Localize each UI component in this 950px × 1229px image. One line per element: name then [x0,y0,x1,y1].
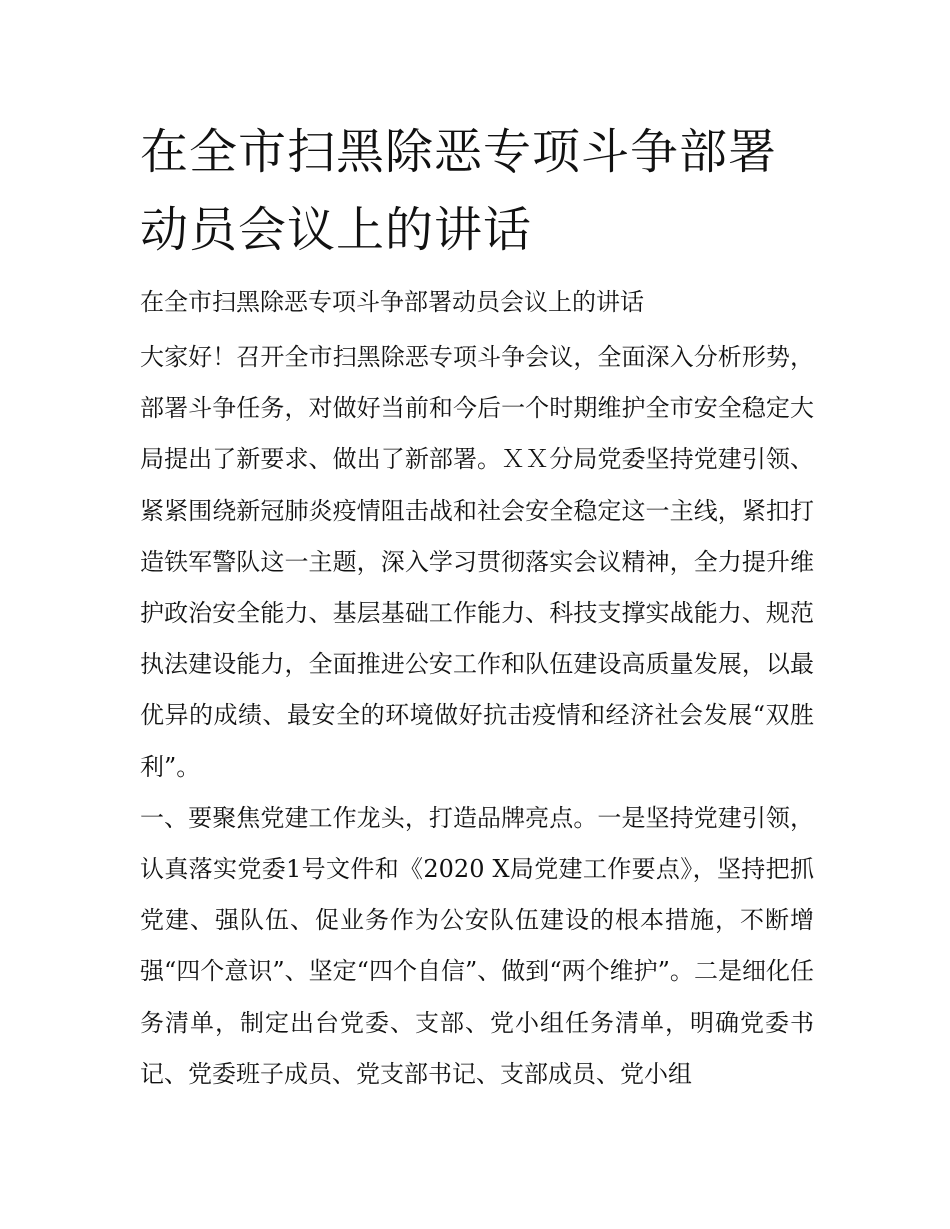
body-paragraph-opening: 大家好！召开全市扫黑除恶专项斗争会议，全面深入分析形势，部署斗争任务，对做好当前和今后一个时期维护全市安全稳定大局提出了新要求、做出了新部署。ＸＸ分局党委坚持党建引领、紧紧围绕新冠肺炎疫情阻击战和社会安全稳定这一主线，紧扣打造铁军警队这一主题，深入学习贯彻落实会议精神，全力提升维护政治安全能力、基层基础工作能力、科技支撑实战能力、规范执法建设能力，全面推进公安工作和队伍建设高质量发展，以最优异的成绩、最安全的环境做好抗击疫情和经济社会发展“双胜利”。 [140,343,814,781]
document-title: 在全市扫黑除恶专项斗争部署动员会议上的讲话 [140,124,778,258]
document-body [140,332,814,1100]
body-paragraph-section-one: 一、要聚焦党建工作龙头，打造品牌亮点。一是坚持党建引领，认真落实党委1号文件和《2020 X局党建工作要点》，坚持把抓党建、强队伍、促业务作为公安队伍建设的根本措施，不断增强“四个意识”、坚定“四个自信”、做到“两个维护”。二是细化任务清单，制定出台党委、支部、党小组任务清单，明确党委书记、党委班子成员、党支部书记、支部成员、党小组 [140,803,814,1088]
document-subtitle: 在全市扫黑除恶专项斗争部署动员会议上的讲话 [140,288,644,316]
